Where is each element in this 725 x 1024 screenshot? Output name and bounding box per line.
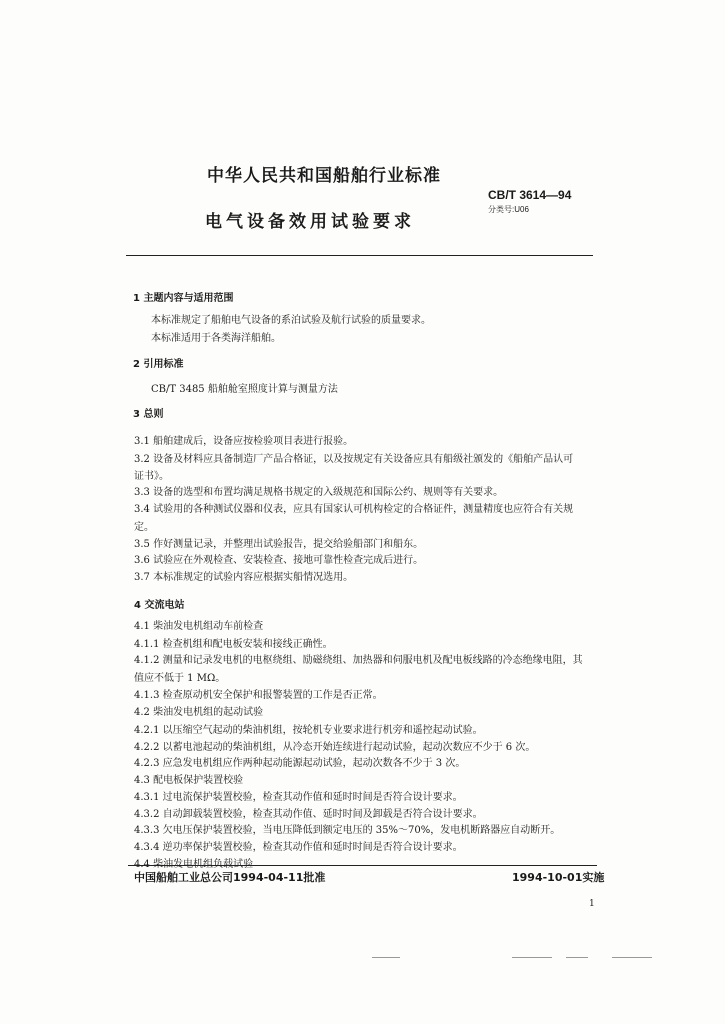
- scan-artifact: [372, 957, 400, 958]
- scan-artifact: [612, 957, 652, 958]
- implementation-date: 1994-10-01实施: [512, 871, 605, 884]
- body-line: 值应不低于 1 MΩ。: [134, 673, 226, 684]
- body-line: 3.5 作好测量记录，并整理出试验报告，提交给验船部门和船东。: [134, 539, 424, 550]
- body-line: 定。: [134, 522, 154, 533]
- scan-artifact: [566, 957, 588, 958]
- body-line: 4.2.3 应急发电机组应作两种起动能源起动试验，起动次数各不少于 3 次。: [134, 758, 466, 769]
- body-line: 4.3.4 逆功率保护装置校验，检查其动作值和延时时间是否符合设计要求。: [134, 842, 463, 853]
- body-line: 4.3.2 自动卸载装置校验，检查其动作值、延时时间及卸载是否符合设计要求。: [134, 809, 483, 820]
- body-line: 4.1.3 检查原动机安全保护和报警装置的工作是否正常。: [134, 690, 383, 701]
- body-line: 证书》。: [134, 471, 169, 482]
- page-number: 1: [589, 899, 595, 909]
- body-line: 4.2.1 以压缩空气起动的柴油机组，按轮机专业要求进行机旁和遥控起动试验。: [134, 725, 483, 736]
- body-line: 3.4 试验用的各种测试仪器和仪表，应具有国家认可机构检定的合格证件，测量精度也应符合有关规: [134, 504, 574, 515]
- body-line: 3.2 设备及材料应具备制造厂产品合格证，以及按规定有关设备应具有船级社颁发的《船舶产品认可: [134, 454, 574, 465]
- section-heading: 1 主题内容与适用范围: [133, 293, 234, 304]
- body-line: 3.1 船舶建成后，设备应按检验项目表进行报验。: [134, 436, 354, 447]
- body-line: 4.3.1 过电流保护装置校验，检查其动作值和延时时间是否符合设计要求。: [134, 792, 463, 803]
- body-line: CB/T 3485 船舶舱室照度计算与测量方法: [151, 384, 338, 395]
- body-line: 4.4 柴油发电机组负载试验: [134, 859, 254, 870]
- body-line: 4.3.3 欠电压保护装置校验，当电压降低到额定电压的 35%～70%，发电机断路器应自动断开。: [134, 825, 561, 836]
- classification-code: 分类号:U06: [488, 205, 529, 214]
- section-heading: 4 交流电站: [134, 600, 185, 611]
- body-line: 4.2 柴油发电机组的起动试验: [134, 707, 264, 718]
- body-line: 3.6 试验应在外观检查、安装检查、接地可靠性检查完成后进行。: [134, 555, 424, 566]
- approval-date: 中国船舶工业总公司1994-04-11批准: [134, 871, 326, 884]
- body-line: 本标准适用于各类海洋船舶。: [151, 333, 281, 344]
- body-line: 3.7 本标准规定的试验内容应根据实船情况选用。: [134, 572, 354, 583]
- body-line: 4.3 配电板保护装置校验: [134, 775, 244, 786]
- body-line: 4.1.1 检查机组和配电板安装和接线正确性。: [134, 639, 333, 650]
- section-heading: 3 总则: [133, 409, 164, 420]
- body-line: 4.1.2 测量和记录发电机的电枢绕组、励磁绕组、加热器和伺服电机及配电板线路的冷态绝缘电阻，其: [134, 655, 583, 666]
- body-line: 3.3 设备的选型和布置均满足规格书规定的入级规范和国际公约、规则等有关要求。: [134, 487, 504, 498]
- section-heading: 2 引用标准: [133, 359, 184, 370]
- standard-code: CB/T 3614—94: [488, 188, 572, 202]
- body-line: 4.1 柴油发电机组动车前检查: [134, 621, 264, 632]
- body-line: 本标准规定了船舶电气设备的系泊试验及航行试验的质量要求。: [151, 315, 431, 326]
- issuing-authority-heading: 中华人民共和国船舶行业标准: [207, 166, 441, 186]
- bottom-divider: [128, 865, 597, 866]
- document-title: 电气设备效用试验要求: [205, 212, 415, 232]
- top-divider: [126, 255, 593, 256]
- scan-artifact: [512, 957, 552, 958]
- body-line: 4.2.2 以蓄电池起动的柴油机组，从冷态开始连续进行起动试验，起动次数应不少于 6 次。: [134, 742, 536, 753]
